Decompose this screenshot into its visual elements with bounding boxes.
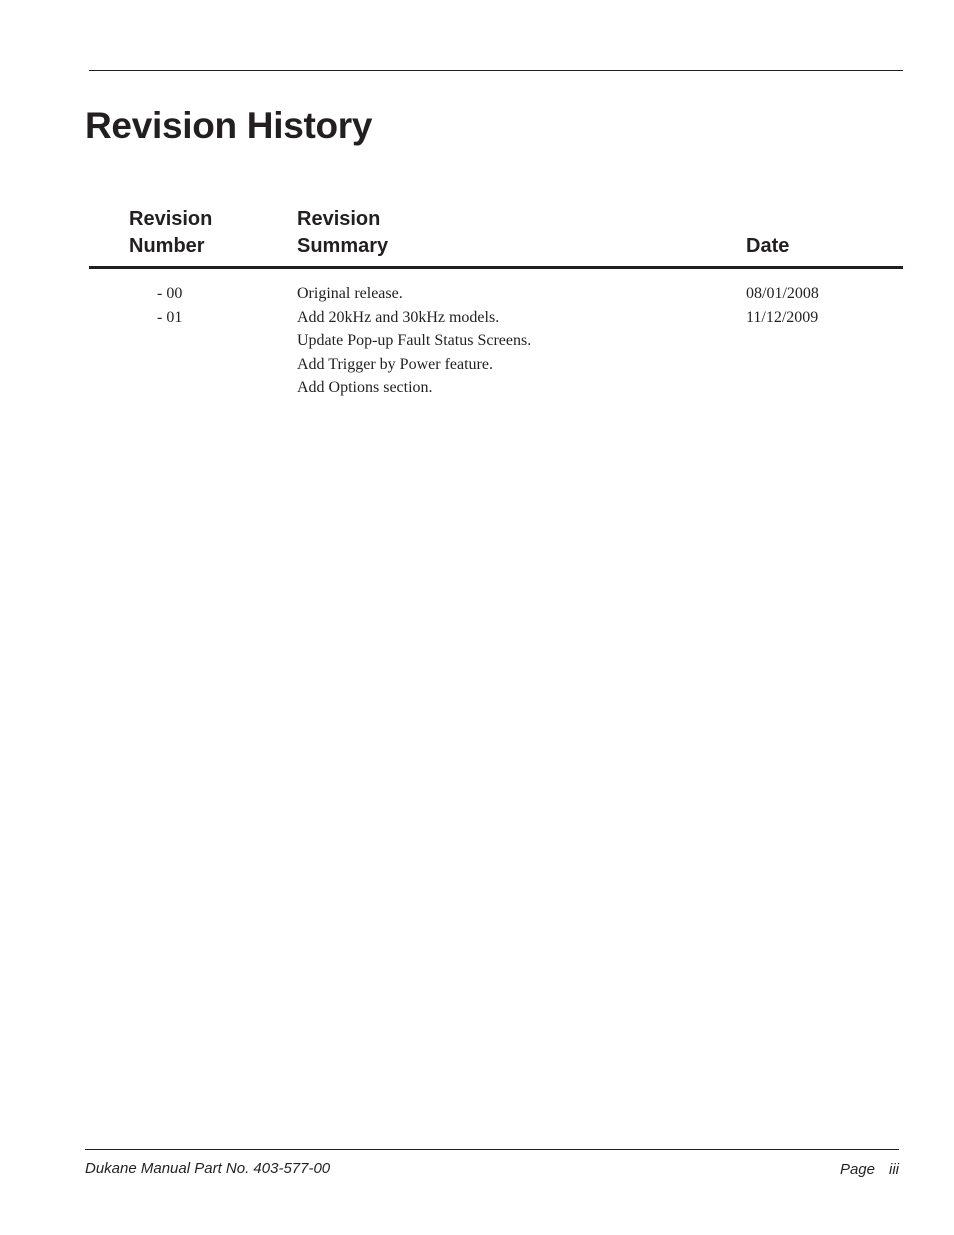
table-row [0,306,954,400]
footer-page [840,1160,899,1180]
header-date: Date [746,235,790,257]
summary-line: Add Trigger by Power feature. [297,355,493,373]
header-revision-summary [297,206,388,260]
summary-line: Update Pop-up Fault Status Screens. [297,332,532,349]
revision-summary [297,282,954,306]
header-revision-summary-line1: Revision [297,208,381,230]
footer-rule [85,1149,899,1150]
revision-summary [297,306,954,400]
top-rule [89,70,903,71]
header-revision-number [129,206,212,260]
footer-page-number: iii [889,1161,899,1178]
summary-line: Add 20kHz and 30kHz models. [297,308,500,326]
summary-line: Add Options section. [297,379,433,396]
header-revision-number-line1: Revision [129,208,213,230]
revision-date: 08/01/2008 [746,285,819,302]
page-title: Revision History [85,105,373,146]
footer-page-label: Page [839,1161,875,1178]
table-row [0,282,954,306]
revision-number: - 00 [157,285,183,302]
revision-table [0,282,954,400]
header-revision-summary-line2: Summary [297,235,389,257]
header-rule [89,266,903,269]
footer-manual-part-number: Dukane Manual Part No. 403-577-00 [85,1160,331,1177]
summary-line: Original release. [297,285,403,302]
revision-date: 11/12/2009 [746,308,819,326]
revision-number: - 01 [157,308,183,326]
header-revision-number-line2: Number [129,235,205,257]
